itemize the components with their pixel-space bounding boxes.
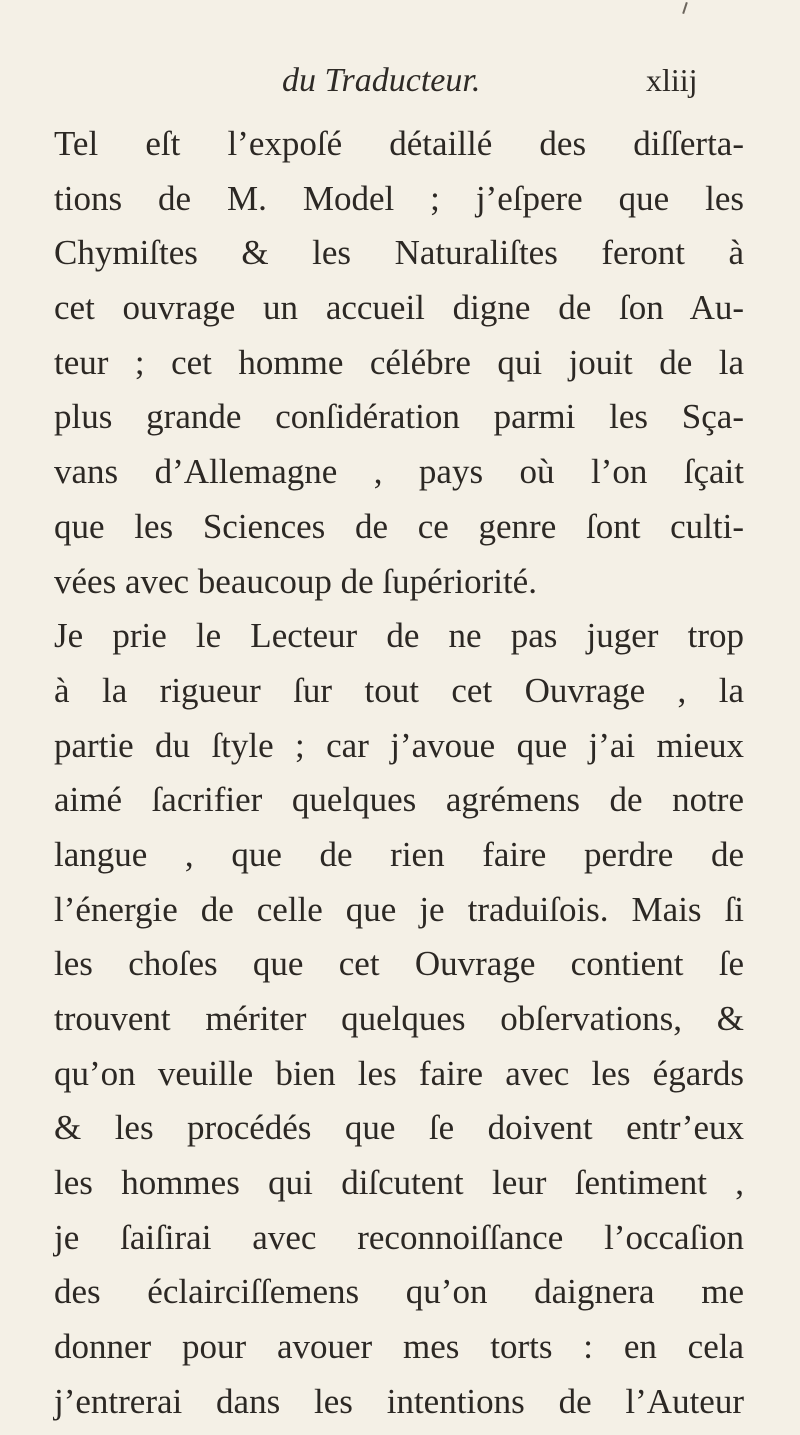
running-head xyxy=(0,62,800,112)
text-line: aimé ſacrifier quelques agrémens de notre xyxy=(54,780,744,820)
text-line: que les Sciences de ce genre ſont culti- xyxy=(54,506,744,546)
text-line: Tel eſt l’expoſé détaillé des diſſerta- xyxy=(54,124,744,163)
stray-ink-mark xyxy=(682,2,688,14)
text-line: langue , que de rien faire perdre de xyxy=(54,834,744,874)
text-line: & les procédés que ſe doivent entr’eux xyxy=(54,1108,744,1148)
text-line: l’énergie de celle que je traduiſois. Mais ſi xyxy=(54,889,744,929)
text-line: vées avec beaucoup de ſupériorité. xyxy=(54,561,537,601)
body-text xyxy=(54,117,744,1430)
text-line: à la rigueur ſur tout cet Ouvrage , la xyxy=(54,670,744,710)
text-line: les hommes qui diſcutent leur ſentiment , xyxy=(54,1163,744,1203)
text-line: tions de M. Model ; j’eſpere que les xyxy=(54,178,744,218)
text-line: cet ouvrage un accueil digne de ſon Au- xyxy=(54,288,744,328)
text-line: vans d’Allemagne , pays où l’on ſçait xyxy=(54,452,744,492)
text-line: teur ; cet homme célébre qui jouit de la xyxy=(54,342,744,382)
text-line: donner pour avouer mes torts : en cela xyxy=(54,1327,744,1367)
text-line: partie du ſtyle ; car j’avoue que j’ai mieux xyxy=(54,725,744,765)
page-number: xliij xyxy=(646,62,698,98)
text-line: des éclairciſſemens qu’on daignera me xyxy=(54,1272,744,1312)
running-head-title: du Traducteur. xyxy=(282,62,481,99)
text-line: Je prie le Lecteur de ne pas juger trop xyxy=(54,616,744,656)
text-line: trouvent mériter quelques obſervations, & xyxy=(54,999,744,1038)
text-line: j’entrerai dans les intentions de l’Auteur xyxy=(54,1381,744,1421)
text-line: Chymiſtes & les Naturaliſtes feront à xyxy=(54,233,744,273)
text-line: qu’on veuille bien les faire avec les égards xyxy=(54,1053,744,1093)
text-line: les choſes que cet Ouvrage contient ſe xyxy=(54,944,744,984)
text-line: je ſaiſirai avec reconnoiſſance l’occaſion xyxy=(54,1217,744,1257)
text-line: plus grande conſidération parmi les Sça- xyxy=(54,397,744,437)
